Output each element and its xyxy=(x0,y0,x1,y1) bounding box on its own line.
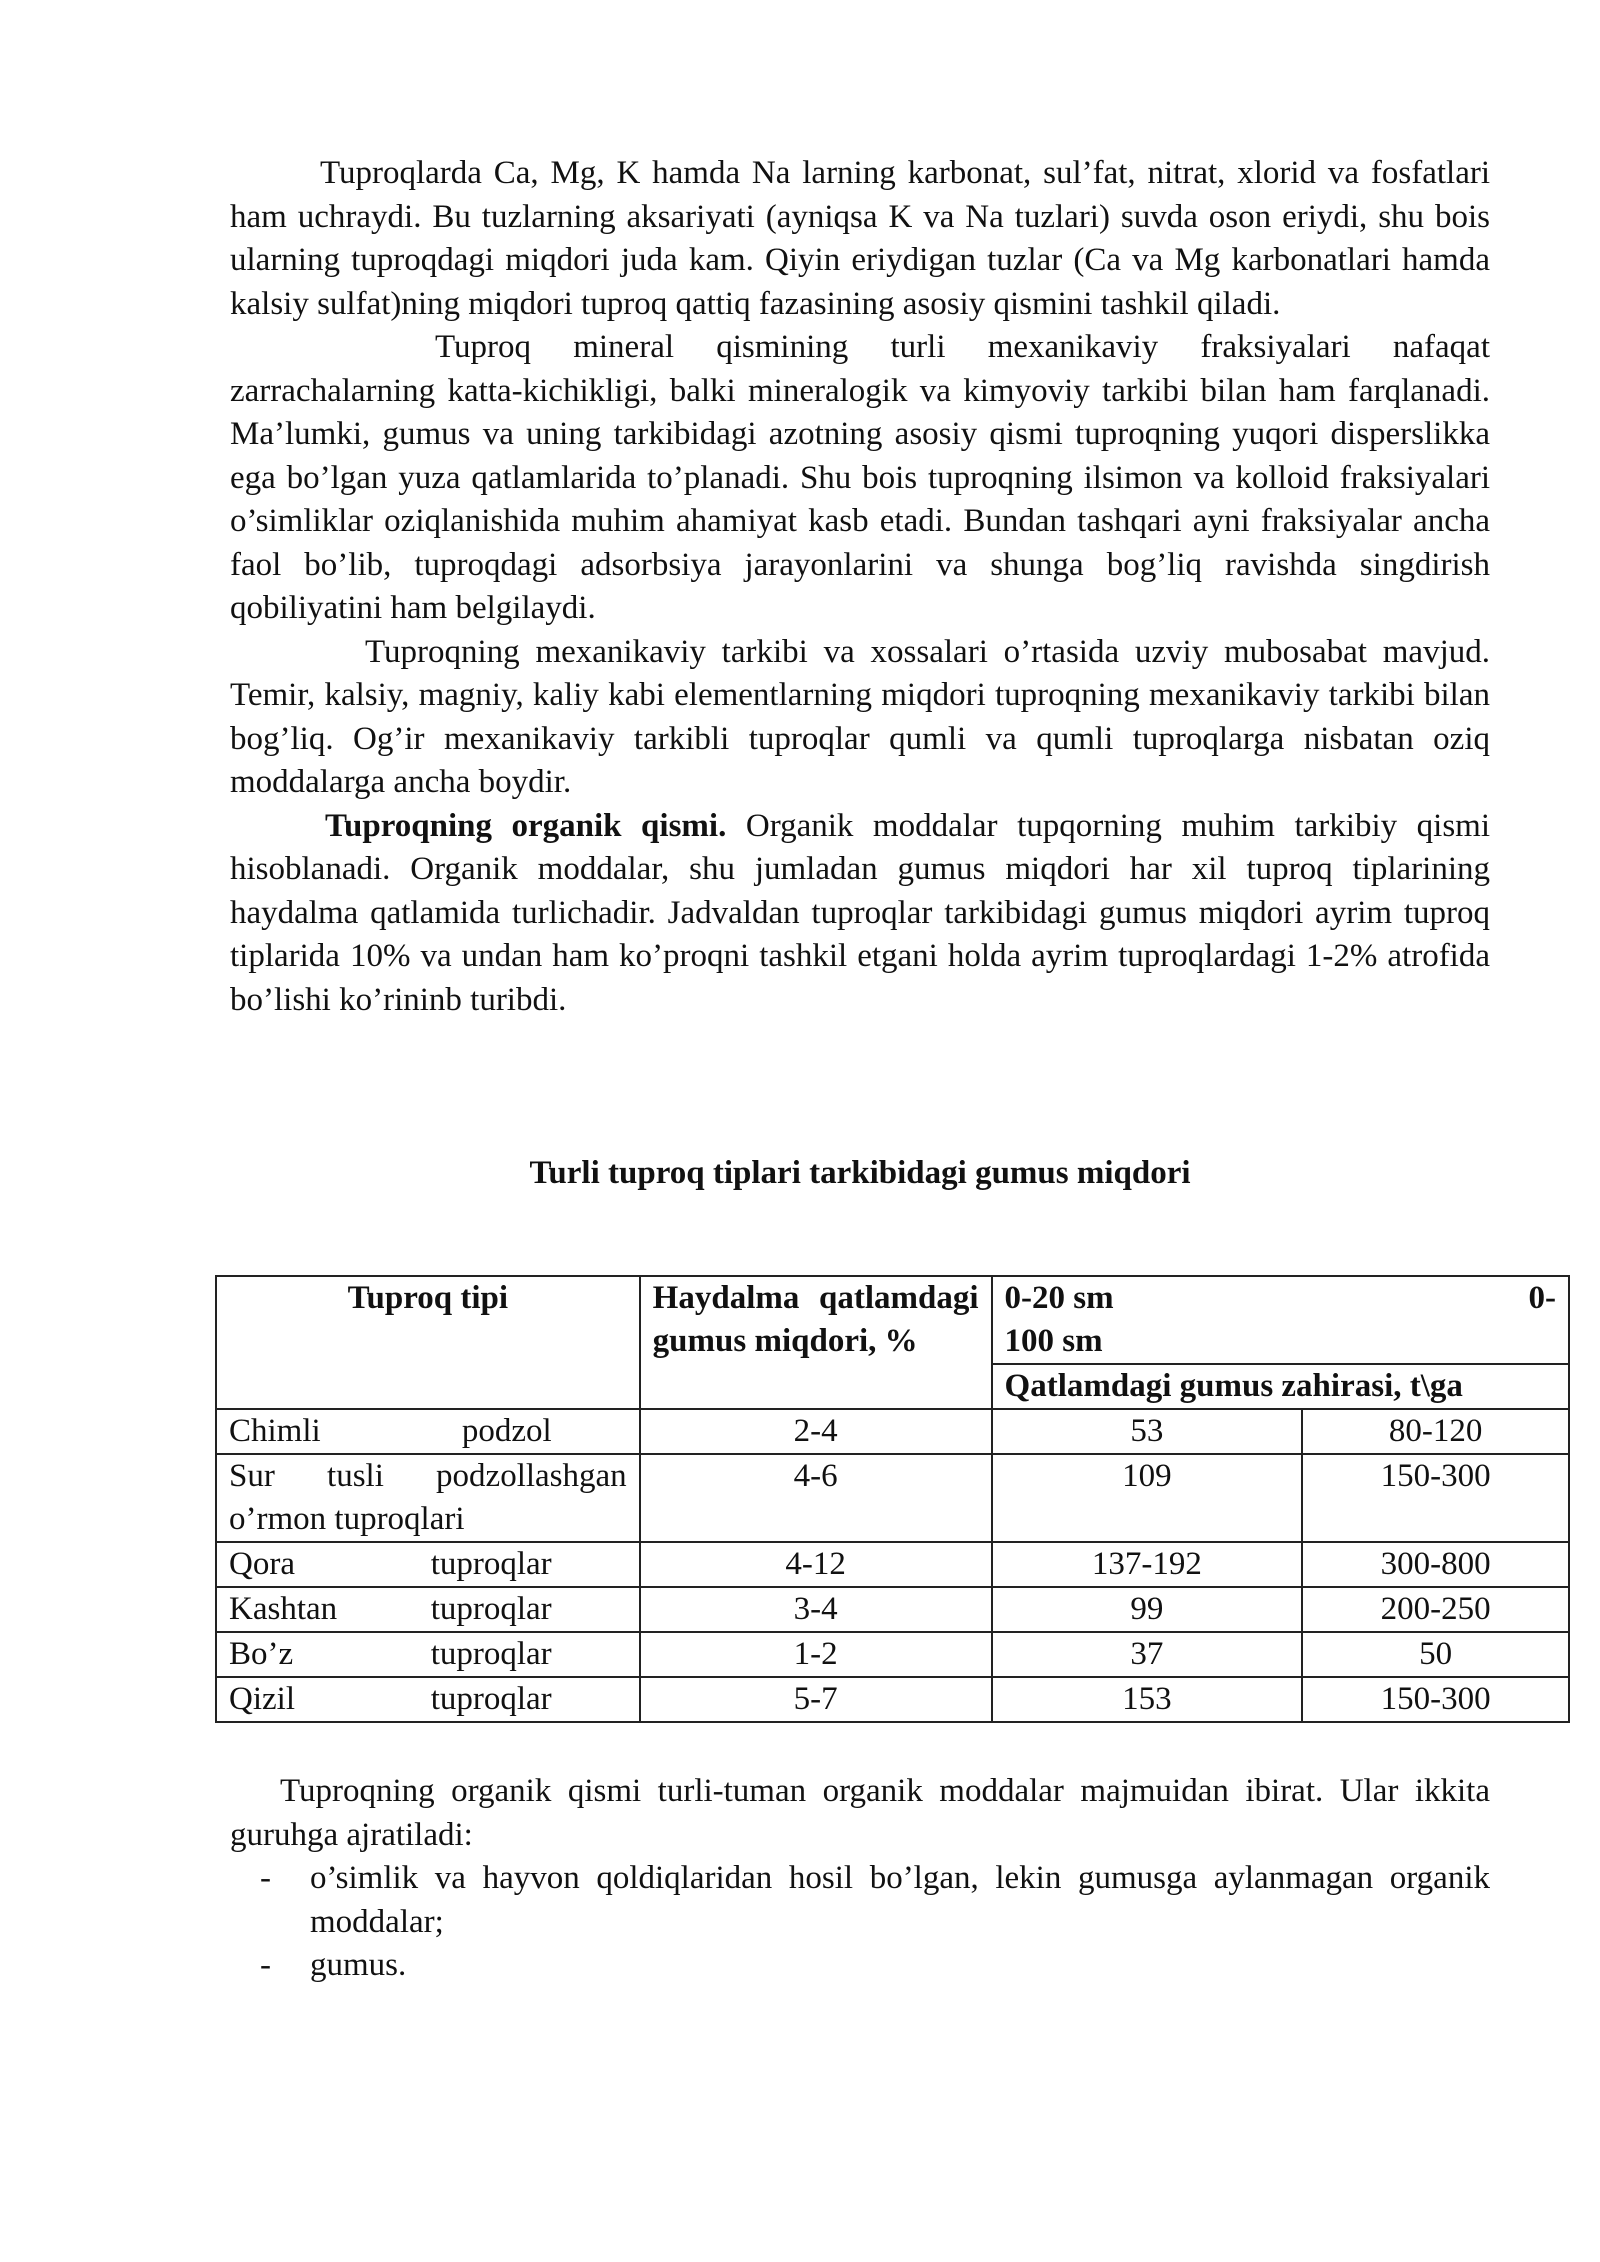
cell-arable-pct: 2-4 xyxy=(640,1409,992,1454)
organic-part-text: Organik moddalar tupqorning muhim tarkibiy qismi hisoblanadi. Organik moddalar, shu jumladan gumus miqdori har xil tuproq tiplarining haydalma qatlamida turlichadir. Jadvaldan tuproqlar tarkibidagi gumus miqdori ayrim tuproq tiplarida 10% va undan ham ko’proqni tashkil etgani holda ayrim tuproqlardagi 1-2% atrofida bo’lishi ko’rininb turibdi. xyxy=(230,807,1490,1018)
cell-soil-type-word: Kashtan xyxy=(229,1591,338,1627)
cell-soil-type-word: Chimli xyxy=(229,1413,321,1449)
cell-reserve-100: 200-250 xyxy=(1302,1587,1569,1632)
list-item xyxy=(230,1944,1490,1988)
cell-reserve-20: 37 xyxy=(992,1632,1303,1677)
header-depths xyxy=(992,1276,1569,1364)
organic-part-heading: Tuproqning organik qismi. xyxy=(325,807,727,844)
list-item xyxy=(230,1857,1490,1944)
cell-reserve-20: 137-192 xyxy=(992,1542,1303,1587)
dash-marker: - xyxy=(260,1860,271,1896)
table-row xyxy=(216,1587,1569,1632)
table-row xyxy=(216,1409,1569,1454)
cell-soil-type-word: Bo’z xyxy=(229,1636,294,1672)
cell-reserve-100: 50 xyxy=(1302,1632,1569,1677)
header-depth-0-100-start: 0- xyxy=(1528,1280,1556,1316)
cell-soil-type-word: tuproqlar xyxy=(430,1681,552,1717)
cell-soil-type-word: tuproqlar xyxy=(430,1636,552,1672)
cell-reserve-20: 153 xyxy=(992,1677,1303,1722)
cell-soil-type: Sur tusli podzollashgan o’rmon tuproqlari xyxy=(216,1454,640,1542)
table-row xyxy=(216,1454,1569,1542)
header-depth-0-100-end: 100 sm xyxy=(1004,1323,1103,1359)
humus-table xyxy=(215,1275,1570,1723)
cell-reserve-100: 80-120 xyxy=(1302,1409,1569,1454)
cell-soil-type xyxy=(216,1632,640,1677)
document-body xyxy=(230,152,1490,1191)
cell-soil-type-word: tuproqlar xyxy=(430,1591,552,1627)
cell-reserve-20: 53 xyxy=(992,1409,1303,1454)
cell-soil-type xyxy=(216,1677,640,1722)
cell-soil-type-word: Qizil xyxy=(229,1681,295,1717)
cell-reserve-100: 150-300 xyxy=(1302,1677,1569,1722)
paragraph-mechanical-composition: Tuproqning mexanikaviy tarkibi va xossalari o’rtasida uzviy mubosabat mavjud. Temir, kalsiy, magniy, kaliy kabi elementlarning miqdori tuproqning mexanikaviy tarkibi bilan bog’liq. Og’ir mexanikaviy tarkibli tuproqlar qumli va qumli tuproqlarga nisbatan oziq moddalarga ancha boydir. xyxy=(230,633,1490,800)
table-header-row xyxy=(216,1276,1569,1364)
cell-arable-pct: 1-2 xyxy=(640,1632,992,1677)
header-arable-humus: Haydalma qatlamdagi gumus miqdori, % xyxy=(640,1276,992,1409)
cell-reserve-20: 99 xyxy=(992,1587,1303,1632)
table-row xyxy=(216,1632,1569,1677)
cell-reserve-20: 109 xyxy=(992,1454,1303,1542)
list-item-text: o’simlik va hayvon qoldiqlaridan hosil bo’lgan, lekin gumusga aylanmagan organik moddalar; xyxy=(310,1860,1490,1940)
paragraph-salts: Tuproqlarda Ca, Mg, K hamda Na larning karbonat, sul’fat, nitrat, xlorid va fosfatlari ham uchraydi. Bu tuzlarning aksariyati (ayniqsa K va Na tuzlari) suvda oson eriydi, shu bois ularning tuproqdagi miqdori juda kam. Qiyin eriydigan tuzlar (Ca va Mg karbonatlari hamda kalsiy sulfat)ning miqdori tuproq qattiq fazasining asosiy qismini tashkil qiladi. xyxy=(230,155,1490,322)
header-depth-0-20: 0-20 sm xyxy=(1004,1280,1114,1316)
cell-soil-type xyxy=(216,1542,640,1587)
cell-soil-type-word: podzol xyxy=(461,1413,552,1449)
cell-soil-type xyxy=(216,1409,640,1454)
closing-section xyxy=(230,1770,1490,1988)
header-humus-reserve: Qatlamdagi gumus zahirasi, t\ga xyxy=(992,1364,1569,1409)
paragraph-mineral-fractions: Tuproq mineral qismining turli mexanikaviy fraksiyalari nafaqat zarrachalarning katta-kichikligi, balki mineralogik va kimyoviy tarkibi bilan ham farqlanadi. Ma’lumki, gumus va uning tarkibidagi azotning asosiy qismi tuproqning yuqori disperslikka ega bo’lgan yuza qatlamlarida to’planadi. Shu bois tuproqning ilsimon va kolloid fraksiyalari o’simliklar oziqlanishida muhim ahamiyat kasb etadi. Bundan tashqari ayni fraksiyalar ancha faol bo’lib, tuproqdagi adsorbsiya jarayonlarini va shunga bog’liq ravishda singdirish qobiliyatini ham belgilaydi. xyxy=(230,329,1490,626)
cell-arable-pct: 4-6 xyxy=(640,1454,992,1542)
cell-soil-type-word: tuproqlar xyxy=(430,1546,552,1582)
cell-arable-pct: 5-7 xyxy=(640,1677,992,1722)
table-row xyxy=(216,1677,1569,1722)
paragraph-organic-groups: Tuproqning organik qismi turli-tuman organik moddalar majmuidan ibirat. Ular ikkita guruhga ajratiladi: xyxy=(230,1773,1490,1853)
dash-marker: - xyxy=(260,1947,271,1983)
paragraph-organic-part xyxy=(230,805,1490,1023)
organic-groups-list xyxy=(230,1857,1490,1988)
table-title: Turli tuproq tiplari tarkibidagi gumus miqdori xyxy=(529,1155,1191,1191)
cell-arable-pct: 3-4 xyxy=(640,1587,992,1632)
cell-reserve-100: 150-300 xyxy=(1302,1454,1569,1542)
table-row xyxy=(216,1542,1569,1587)
cell-arable-pct: 4-12 xyxy=(640,1542,992,1587)
header-soil-type: Tuproq tipi xyxy=(216,1276,640,1409)
cell-soil-type-word: Qora xyxy=(229,1546,295,1582)
list-item-text: gumus. xyxy=(310,1947,407,1983)
cell-reserve-100: 300-800 xyxy=(1302,1542,1569,1587)
cell-soil-type xyxy=(216,1587,640,1632)
